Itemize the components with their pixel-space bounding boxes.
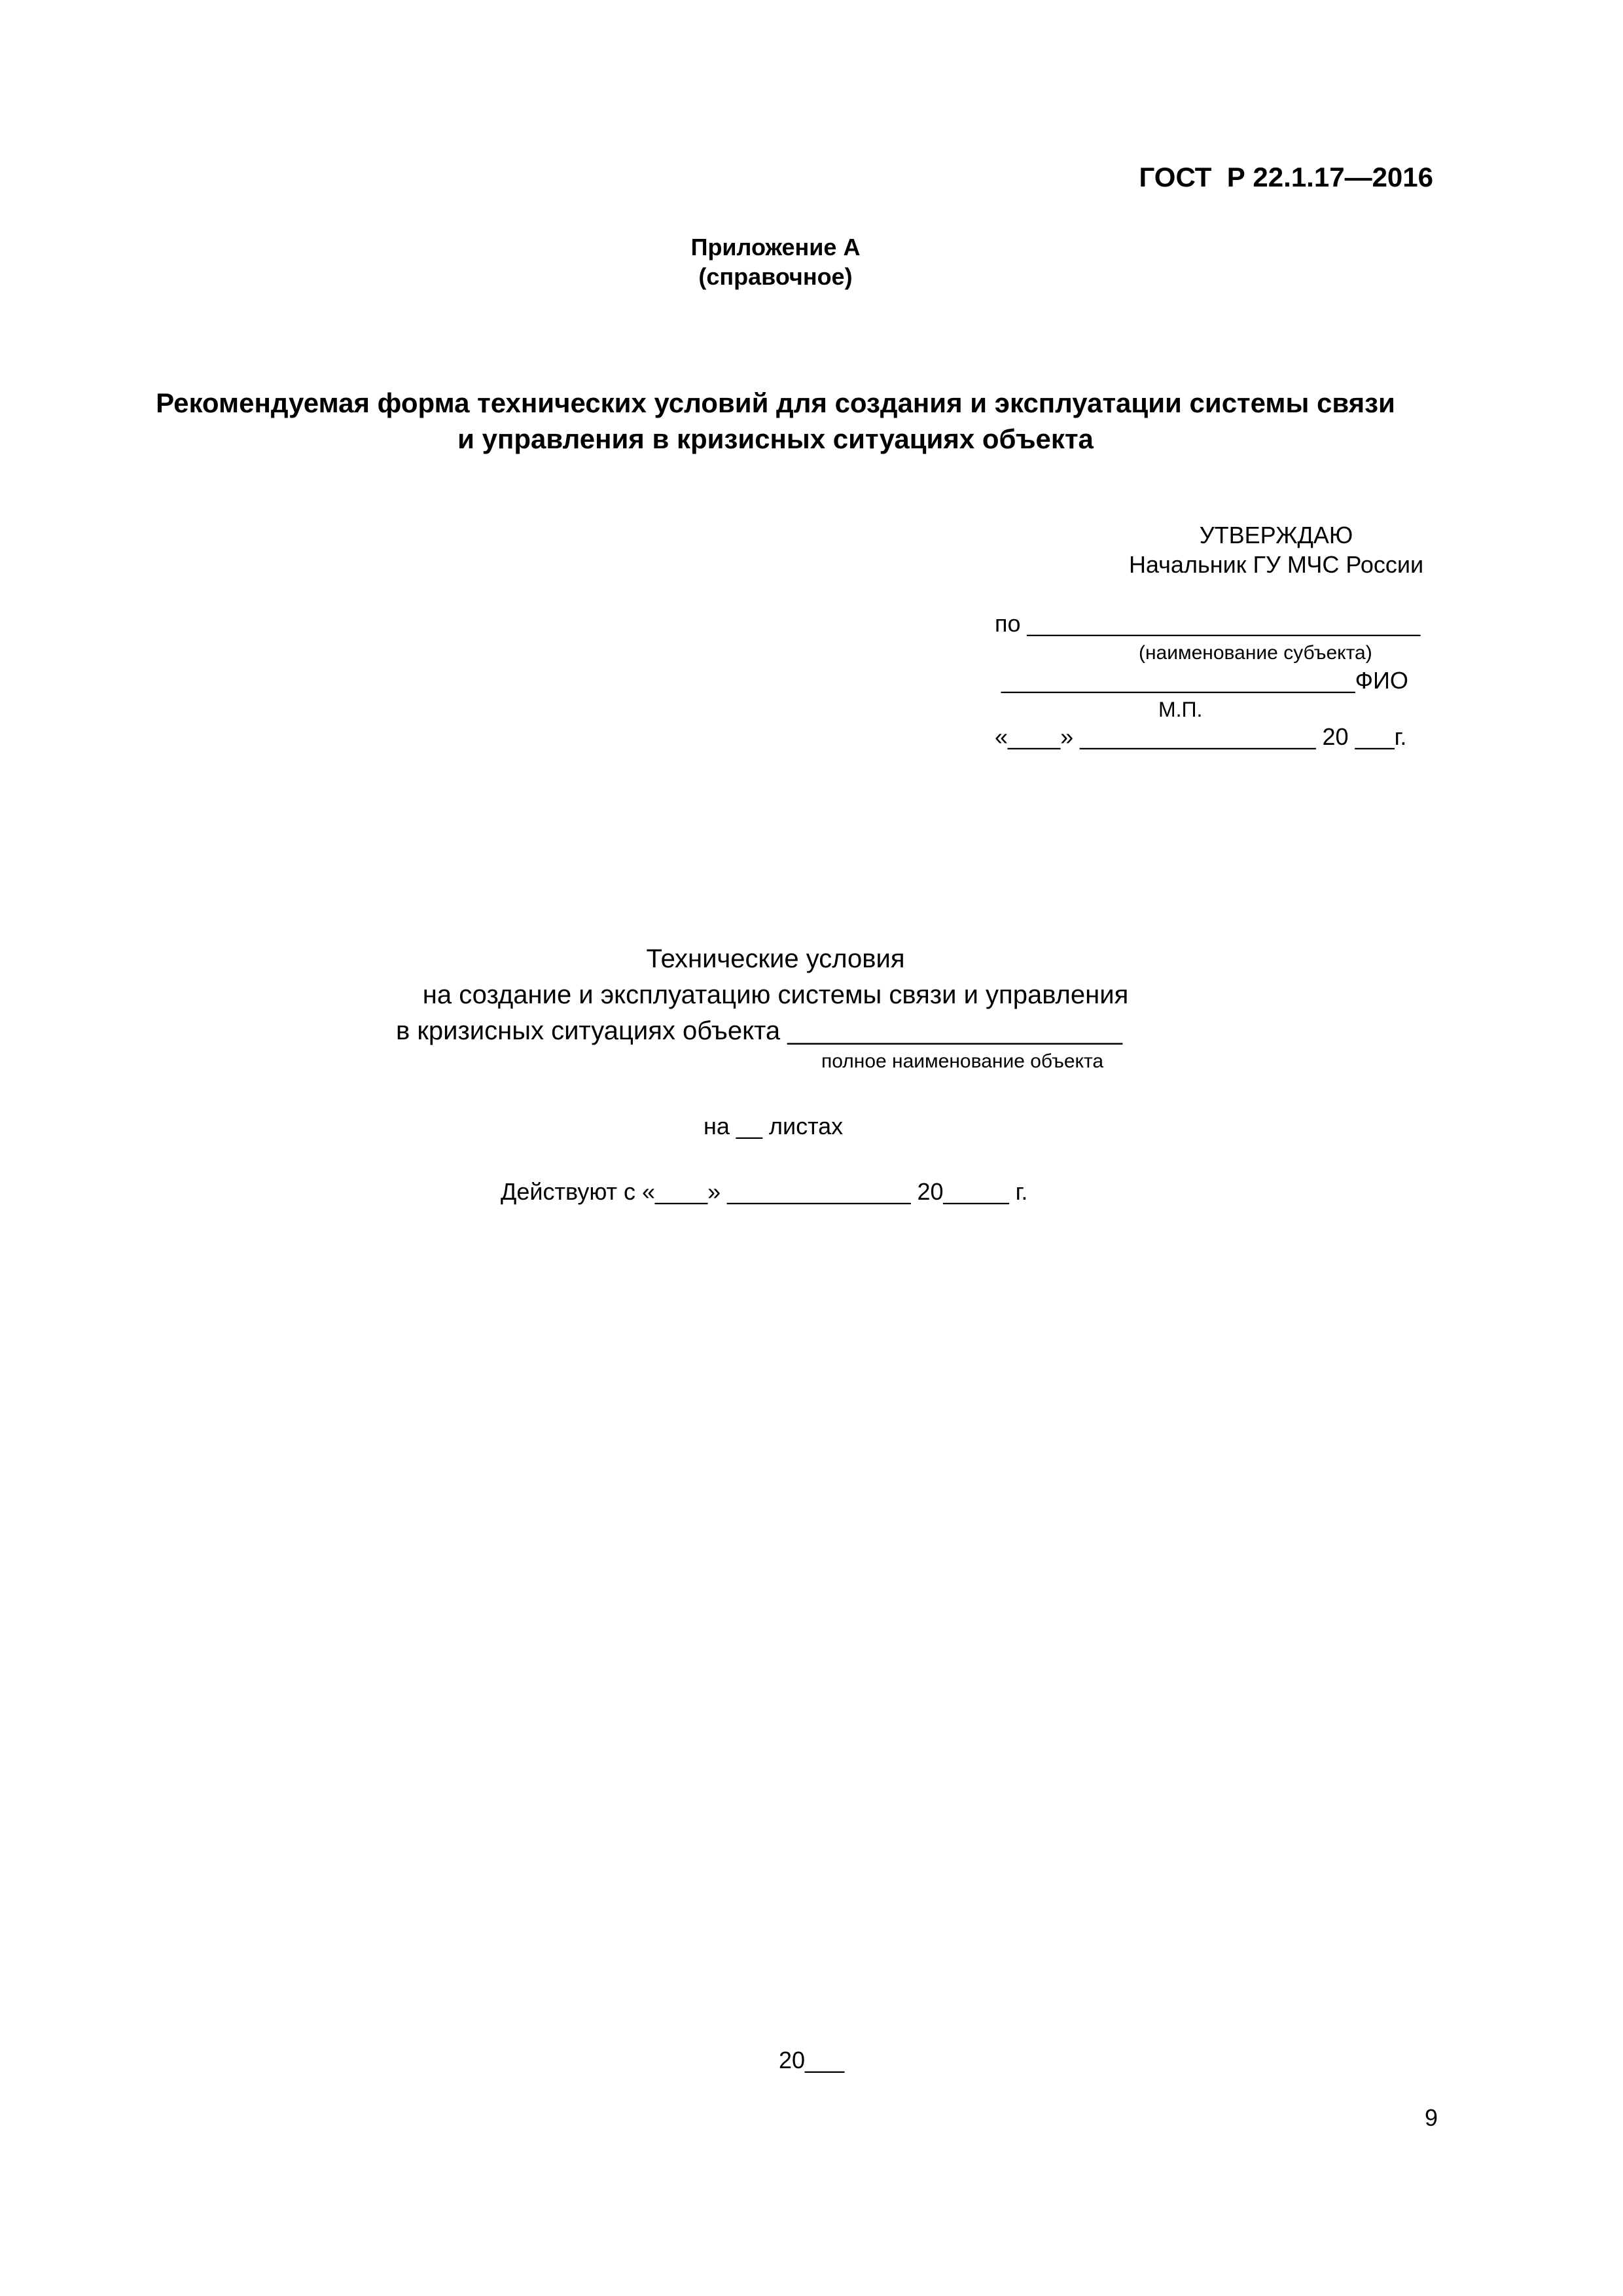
page-number: 9	[1425, 2104, 1438, 2131]
approval-fio-line: ___________________________ФИО	[1001, 667, 1408, 694]
annex-title: Приложение А	[690, 234, 861, 260]
conditions-sheets: на __ листах	[704, 1113, 844, 1139]
form-title-line1: Рекомендуемая форма технических условий для создания и эксплуатации системы связи	[156, 387, 1395, 418]
conditions-object-line: в кризисных ситуациях объекта _______________________	[396, 1016, 1122, 1045]
approval-position: Начальник ГУ МЧС России	[1128, 551, 1424, 578]
conditions-title: Технические условия	[646, 944, 905, 973]
conditions-valid-from: Действуют с «____» ______________ 20_____ г.	[501, 1178, 1028, 1205]
conditions-subject: на создание и эксплуатацию системы связи и управления	[422, 980, 1129, 1009]
footer-year: 20___	[779, 2047, 845, 2073]
annex-subtitle: (справочное)	[698, 263, 853, 290]
approval-date-line: «____» __________________ 20 ___г.	[995, 723, 1407, 750]
approval-stamp: М.П.	[1158, 698, 1203, 721]
conditions-object-hint: полное наименование объекта	[821, 1050, 1104, 1072]
form-title-line2: и управления в кризисных ситуациях объекта	[457, 423, 1094, 454]
approval-subject-line: по ______________________________	[995, 610, 1421, 637]
document-code: ГОСТ Р 22.1.17—2016	[1139, 162, 1433, 192]
approval-subject-hint: (наименование субъекта)	[1139, 642, 1372, 664]
approval-approve: УТВЕРЖДАЮ	[1199, 522, 1353, 548]
